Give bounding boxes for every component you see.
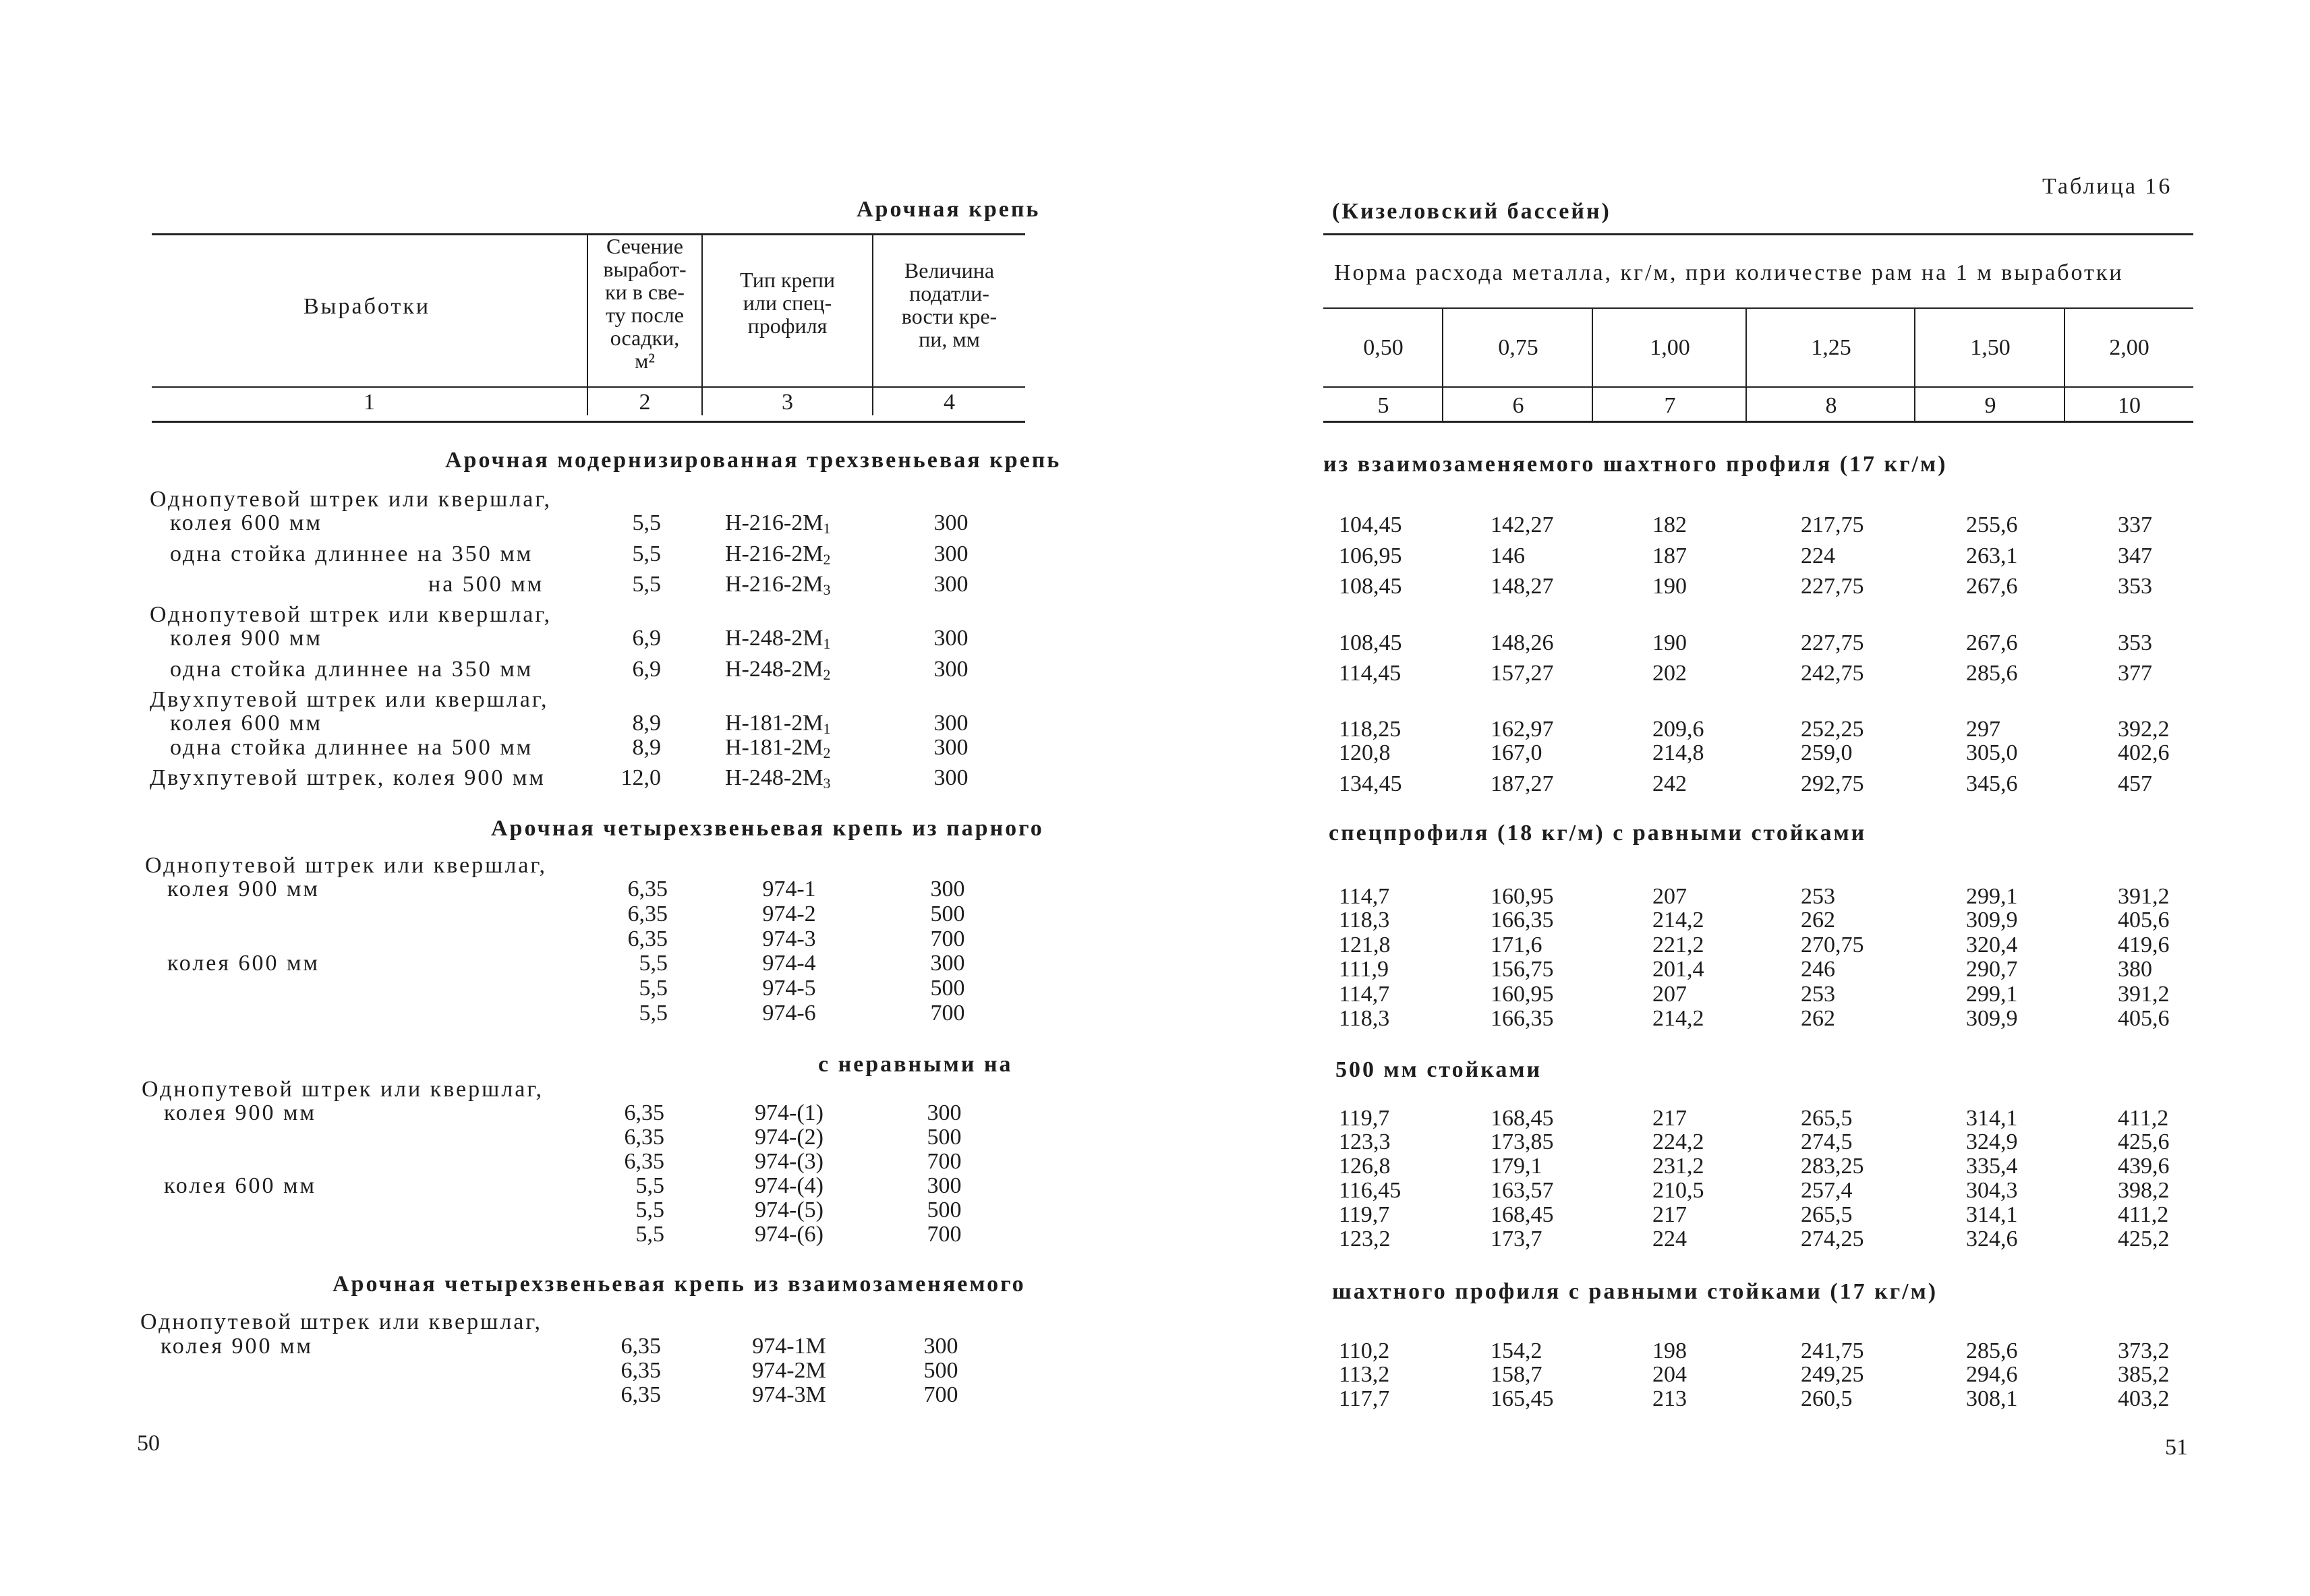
table-cell: 345,6: [1966, 771, 2018, 796]
table-cell: 297: [1966, 717, 2000, 742]
row-label: на 500 мм: [428, 572, 544, 597]
table-cell: 335,4: [1966, 1154, 2018, 1179]
table-cell: 171,6: [1491, 933, 1542, 957]
table-cell: 385,2: [2118, 1362, 2170, 1387]
section-heading: спецпрофиля (18 кг/м) с равными стойками: [1329, 821, 1867, 846]
header-col-value: 2,00: [2109, 335, 2149, 360]
table-cell: 202: [1652, 661, 1687, 686]
table-cell: 285,6: [1966, 1338, 2018, 1363]
support-type: 974-2М: [752, 1358, 826, 1383]
table-cell: 270,75: [1801, 933, 1864, 957]
support-type: $Н-248-2М_1$: [725, 626, 831, 652]
header-col-value: 1,25: [1811, 335, 1851, 360]
table-cell: 207: [1652, 982, 1687, 1007]
table-cell: 224: [1652, 1226, 1687, 1251]
header-col-num: 8: [1825, 393, 1837, 418]
table-cell: 190: [1652, 574, 1687, 599]
table-label: Таблица 16: [2042, 174, 2172, 199]
table-cell: 257,4: [1801, 1178, 1853, 1203]
row-label: Двухпутевой штрек, колея 900 мм: [150, 765, 546, 790]
table-cell: 106,95: [1339, 543, 1402, 568]
table-cell: 118,3: [1339, 908, 1390, 933]
yield-value: 300: [923, 1334, 958, 1359]
yield-value: 300: [927, 1173, 962, 1198]
row-label: колея 600 мм: [167, 951, 320, 976]
table-cell: 111,9: [1339, 957, 1389, 982]
table-cell: 114,7: [1339, 982, 1390, 1007]
table-cell: 337: [2118, 512, 2152, 537]
support-type: $Н-216-2М_1$: [725, 510, 831, 537]
table-cell: 201,4: [1652, 957, 1704, 982]
table-cell: 353: [2118, 630, 2152, 655]
table-cell: 411,2: [2118, 1202, 2169, 1227]
table-cell: 267,6: [1966, 574, 2018, 599]
table-cell: 241,75: [1801, 1338, 1864, 1363]
section-heading: из взаимозаменяемого шахтного профиля (17 кг/м): [1323, 452, 1948, 477]
table-cell: 157,27: [1491, 661, 1554, 686]
table-cell: 126,8: [1339, 1154, 1391, 1179]
row-label: колея 900 мм: [161, 1334, 314, 1359]
table-cell: 305,0: [1966, 740, 2018, 765]
table-cell: 227,75: [1801, 630, 1864, 655]
yield-value: 300: [933, 735, 969, 760]
header-col-value: 1,50: [1970, 335, 2011, 360]
table-cell: 142,27: [1491, 512, 1554, 537]
table-cell: 123,2: [1339, 1226, 1391, 1251]
table-cell: 419,6: [2118, 933, 2170, 957]
section-area: 5,5: [635, 1222, 664, 1247]
table-cell: 309,9: [1966, 1006, 2018, 1031]
page-number: 51: [2165, 1435, 2188, 1460]
section-area: 5,5: [639, 951, 668, 976]
table-cell: 121,8: [1339, 933, 1391, 957]
table-cell: 210,5: [1652, 1178, 1704, 1203]
section-heading: 500 мм стойками: [1335, 1057, 1542, 1082]
table-cell: 213: [1652, 1386, 1687, 1411]
table-cell: 314,1: [1966, 1106, 2018, 1131]
table-title: Арочная крепь: [857, 197, 1041, 222]
yield-value: 300: [933, 572, 969, 597]
table-cell: 274,25: [1801, 1226, 1864, 1251]
table-cell: 380: [2118, 957, 2152, 982]
section-area: 6,35: [620, 1382, 661, 1407]
support-type: 974-6: [762, 1001, 816, 1026]
table-cell: 314,1: [1966, 1202, 2018, 1227]
section-area: 5,5: [635, 1173, 664, 1198]
table-cell: 148,27: [1491, 574, 1554, 599]
table-cell: 246: [1801, 957, 1835, 982]
support-type: $Н-216-2М_3$: [725, 572, 831, 598]
table-cell: 262: [1801, 908, 1835, 933]
table-cell: 148,26: [1491, 630, 1554, 655]
table-cell: 324,9: [1966, 1129, 2018, 1154]
col-num: 4: [944, 390, 955, 415]
section-area: 8,9: [632, 735, 661, 760]
table-cell: 166,35: [1491, 1006, 1554, 1031]
table-cell: 162,97: [1491, 717, 1554, 742]
header-col-num: 9: [1984, 393, 1996, 418]
table-cell: 283,25: [1801, 1154, 1864, 1179]
table-cell: 179,1: [1491, 1154, 1542, 1179]
table-cell: 402,6: [2118, 740, 2170, 765]
row-label: колея 900 мм: [164, 1100, 317, 1125]
table-cell: 309,9: [1966, 908, 2018, 933]
table-cell: 353: [2118, 574, 2152, 599]
table-cell: 108,45: [1339, 574, 1402, 599]
table-cell: 231,2: [1652, 1154, 1704, 1179]
table-cell: 217: [1652, 1202, 1687, 1227]
table-cell: 214,8: [1652, 740, 1704, 765]
header-col-num: 7: [1664, 393, 1676, 418]
yield-value: 700: [927, 1222, 962, 1247]
support-type: 974-5: [762, 976, 816, 1001]
section-area: 5,5: [639, 976, 668, 1001]
table-cell: 214,2: [1652, 908, 1704, 933]
yield-value: 500: [927, 1198, 962, 1222]
yield-value: 300: [930, 877, 965, 902]
table-cell: 120,8: [1339, 740, 1391, 765]
table-cell: 267,6: [1966, 630, 2018, 655]
table-cell: 249,25: [1801, 1362, 1864, 1387]
yield-value: 300: [933, 765, 969, 790]
table-cell: 265,5: [1801, 1202, 1853, 1227]
yield-value: 300: [930, 951, 965, 976]
table-cell: 285,6: [1966, 661, 2018, 686]
table-cell: 166,35: [1491, 908, 1554, 933]
section-area: 5,5: [639, 1001, 668, 1026]
row-label: колея 900 мм: [170, 626, 323, 651]
support-type: 974-2: [762, 902, 816, 926]
table-cell: 294,6: [1966, 1362, 2018, 1387]
header-main: Норма расхода металла, кг/м, при количестве рам на 1 м выработки: [1334, 260, 2124, 285]
section-area: 6,9: [632, 657, 661, 682]
table-cell: 242,75: [1801, 661, 1864, 686]
yield-value: 700: [923, 1382, 958, 1407]
section-area: 5,5: [635, 1198, 664, 1222]
table-cell: 160,95: [1491, 884, 1554, 909]
table-cell: 425,2: [2118, 1226, 2170, 1251]
table-cell: 403,2: [2118, 1386, 2170, 1411]
table-cell: 209,6: [1652, 717, 1704, 742]
table-cell: 158,7: [1491, 1362, 1542, 1387]
col-header-2: Сечение выработ- ки в све- ту после осадки, м²: [603, 234, 687, 373]
table-cell: 274,5: [1801, 1129, 1853, 1154]
row-label: Двухпутевой штрек или квершлаг,: [150, 687, 549, 712]
table-cell: 457: [2118, 771, 2152, 796]
rule-top: [1323, 233, 2193, 235]
rule-mid: [152, 386, 1025, 388]
section-area: 6,35: [627, 902, 668, 926]
rule-bottom: [1323, 421, 2193, 423]
table-cell: 187,27: [1491, 771, 1554, 796]
yield-value: 500: [923, 1358, 958, 1383]
table-cell: 146: [1491, 543, 1525, 568]
section-heading: Арочная четырехзвеньевая крепь из взаимозаменяемого: [333, 1272, 1026, 1297]
table-cell: 182: [1652, 512, 1687, 537]
rule-bottom: [152, 421, 1025, 423]
table-cell: 260,5: [1801, 1386, 1853, 1411]
section-area: 6,35: [624, 1100, 664, 1125]
header-col-num: 6: [1512, 393, 1524, 418]
table-cell: 290,7: [1966, 957, 2018, 982]
table-cell: 217,75: [1801, 512, 1864, 537]
row-label: одна стойка длиннее на 350 мм: [170, 657, 533, 682]
support-type: $Н-181-2М_1$: [725, 711, 831, 737]
table-cell: 168,45: [1491, 1106, 1554, 1131]
table-cell: 265,5: [1801, 1106, 1853, 1131]
table-cell: 324,6: [1966, 1226, 2018, 1251]
table-cell: 154,2: [1491, 1338, 1542, 1363]
table-cell: 204: [1652, 1362, 1687, 1387]
col-num: 1: [364, 390, 375, 415]
table-cell: 373,2: [2118, 1338, 2170, 1363]
col-header-4: Величина податли- вости кре- пи, мм: [901, 258, 998, 351]
table-cell: 168,45: [1491, 1202, 1554, 1227]
support-type: 974-(4): [755, 1173, 824, 1198]
table-cell: 108,45: [1339, 630, 1402, 655]
section-heading: Арочная модернизированная трехзвеньевая крепь: [445, 448, 1062, 473]
section-area: 8,9: [632, 711, 661, 736]
table-subtitle: (Кизеловский бассейн): [1332, 199, 1611, 224]
support-type: $Н-248-2М_3$: [725, 765, 831, 792]
table-cell: 134,45: [1339, 771, 1402, 796]
yield-value: 300: [933, 626, 969, 651]
table-cell: 118,3: [1339, 1006, 1390, 1031]
header-col-value: 0,75: [1498, 335, 1538, 360]
support-type: 974-3М: [752, 1382, 826, 1407]
section-area: 6,35: [624, 1149, 664, 1174]
table-cell: 224: [1801, 543, 1835, 568]
yield-value: 300: [927, 1100, 962, 1125]
support-type: $Н-181-2М_2$: [725, 735, 831, 761]
yield-value: 300: [933, 657, 969, 682]
table-cell: 292,75: [1801, 771, 1864, 796]
yield-value: 700: [927, 1149, 962, 1174]
support-type: 974-(1): [755, 1100, 824, 1125]
table-cell: 253: [1801, 982, 1835, 1007]
table-cell: 308,1: [1966, 1386, 2018, 1411]
support-type: $Н-248-2М_2$: [725, 657, 831, 683]
table-cell: 173,7: [1491, 1226, 1542, 1251]
rule-header: [1323, 307, 2193, 309]
support-type: 974-1М: [752, 1334, 826, 1359]
section-area: 6,9: [632, 626, 661, 651]
section-area: 12,0: [620, 765, 661, 790]
table-cell: 116,45: [1339, 1178, 1402, 1203]
table-cell: 224,2: [1652, 1129, 1704, 1154]
table-cell: 190: [1652, 630, 1687, 655]
row-label: Однопутевой штрек или квершлаг,: [142, 1077, 544, 1102]
table-cell: 347: [2118, 543, 2152, 568]
table-cell: 252,25: [1801, 717, 1864, 742]
table-cell: 253: [1801, 884, 1835, 909]
yield-value: 700: [930, 1001, 965, 1026]
row-label: колея 600 мм: [164, 1173, 317, 1198]
table-cell: 398,2: [2118, 1178, 2170, 1203]
table-cell: 104,45: [1339, 512, 1402, 537]
table-cell: 119,7: [1339, 1106, 1390, 1131]
table-cell: 227,75: [1801, 574, 1864, 599]
section-area: 5,5: [632, 572, 661, 597]
yield-value: 500: [927, 1125, 962, 1150]
col-header-3: Тип крепи или спец- профиля: [740, 268, 835, 338]
col-num: 2: [639, 390, 651, 415]
table-cell: 242: [1652, 771, 1687, 796]
table-cell: 167,0: [1491, 740, 1542, 765]
header-col-num: 10: [2118, 393, 2141, 418]
yield-value: 300: [933, 711, 969, 736]
table-cell: 113,2: [1339, 1362, 1390, 1387]
header-col-num: 5: [1377, 393, 1389, 418]
table-cell: 187: [1652, 543, 1687, 568]
row-label: одна стойка длиннее на 500 мм: [170, 735, 533, 760]
row-label: Однопутевой штрек или квершлаг,: [140, 1309, 542, 1334]
table-cell: 118,25: [1339, 717, 1402, 742]
table-cell: 114,45: [1339, 661, 1402, 686]
yield-value: 500: [930, 902, 965, 926]
table-cell: 263,1: [1966, 543, 2018, 568]
table-cell: 163,57: [1491, 1178, 1554, 1203]
section-area: 6,35: [627, 926, 668, 951]
table-cell: 425,6: [2118, 1129, 2170, 1154]
table-cell: 160,95: [1491, 982, 1554, 1007]
table-cell: 165,45: [1491, 1386, 1554, 1411]
col-header-1: Выработки: [304, 294, 431, 319]
table-cell: 391,2: [2118, 884, 2170, 909]
section-heading: с неравными на: [818, 1052, 1013, 1077]
table-cell: 299,1: [1966, 884, 2018, 909]
support-type: 974-(2): [755, 1125, 824, 1150]
row-label: Однопутевой штрек или квершлаг,: [150, 602, 552, 627]
table-cell: 207: [1652, 884, 1687, 909]
section-area: 5,5: [632, 510, 661, 535]
yield-value: 300: [933, 541, 969, 566]
col-num: 3: [782, 390, 793, 415]
section-area: 6,35: [620, 1334, 661, 1359]
table-cell: 255,6: [1966, 512, 2018, 537]
rule-mid: [1323, 386, 2193, 388]
section-area: 5,5: [632, 541, 661, 566]
support-type: $Н-216-2М_2$: [725, 541, 831, 568]
row-label: Однопутевой штрек или квершлаг,: [150, 487, 552, 512]
table-cell: 262: [1801, 1006, 1835, 1031]
table-cell: 217: [1652, 1106, 1687, 1131]
table-cell: 259,0: [1801, 740, 1853, 765]
table-cell: 411,2: [2118, 1106, 2169, 1131]
table-cell: 198: [1652, 1338, 1687, 1363]
table-cell: 439,6: [2118, 1154, 2170, 1179]
table-cell: 156,75: [1491, 957, 1554, 982]
header-col-value: 0,50: [1363, 335, 1404, 360]
table-cell: 405,6: [2118, 908, 2170, 933]
row-label: колея 600 мм: [170, 510, 323, 535]
table-cell: 304,3: [1966, 1178, 2018, 1203]
section-area: 6,35: [624, 1125, 664, 1150]
table-cell: 391,2: [2118, 982, 2170, 1007]
support-type: 974-(6): [755, 1222, 824, 1247]
row-label: колея 600 мм: [170, 711, 323, 736]
table-cell: 221,2: [1652, 933, 1704, 957]
row-label: одна стойка длиннее на 350 мм: [170, 541, 533, 566]
yield-value: 700: [930, 926, 965, 951]
table-cell: 110,2: [1339, 1338, 1390, 1363]
yield-value: 500: [930, 976, 965, 1001]
support-type: 974-3: [762, 926, 816, 951]
table-cell: 123,3: [1339, 1129, 1391, 1154]
page-number: 50: [137, 1431, 160, 1456]
yield-value: 300: [933, 510, 969, 535]
table-cell: 392,2: [2118, 717, 2170, 742]
support-type: 974-(3): [755, 1149, 824, 1174]
support-type: 974-4: [762, 951, 816, 976]
table-cell: 173,85: [1491, 1129, 1554, 1154]
table-cell: 299,1: [1966, 982, 2018, 1007]
section-heading: Арочная четырехзвеньевая крепь из парного: [491, 816, 1044, 841]
row-label: колея 900 мм: [167, 877, 320, 902]
section-heading: шахтного профиля с равными стойками (17 кг/м): [1332, 1279, 1938, 1304]
table-cell: 119,7: [1339, 1202, 1390, 1227]
table-cell: 214,2: [1652, 1006, 1704, 1031]
table-cell: 377: [2118, 661, 2152, 686]
table-cell: 320,4: [1966, 933, 2018, 957]
table-cell: 114,7: [1339, 884, 1390, 909]
support-type: 974-1: [762, 877, 816, 902]
section-area: 6,35: [627, 877, 668, 902]
row-label: Однопутевой штрек или квершлаг,: [145, 853, 547, 878]
support-type: 974-(5): [755, 1198, 824, 1222]
table-cell: 405,6: [2118, 1006, 2170, 1031]
header-col-value: 1,00: [1650, 335, 1690, 360]
section-area: 6,35: [620, 1358, 661, 1383]
table-cell: 117,7: [1339, 1386, 1390, 1411]
